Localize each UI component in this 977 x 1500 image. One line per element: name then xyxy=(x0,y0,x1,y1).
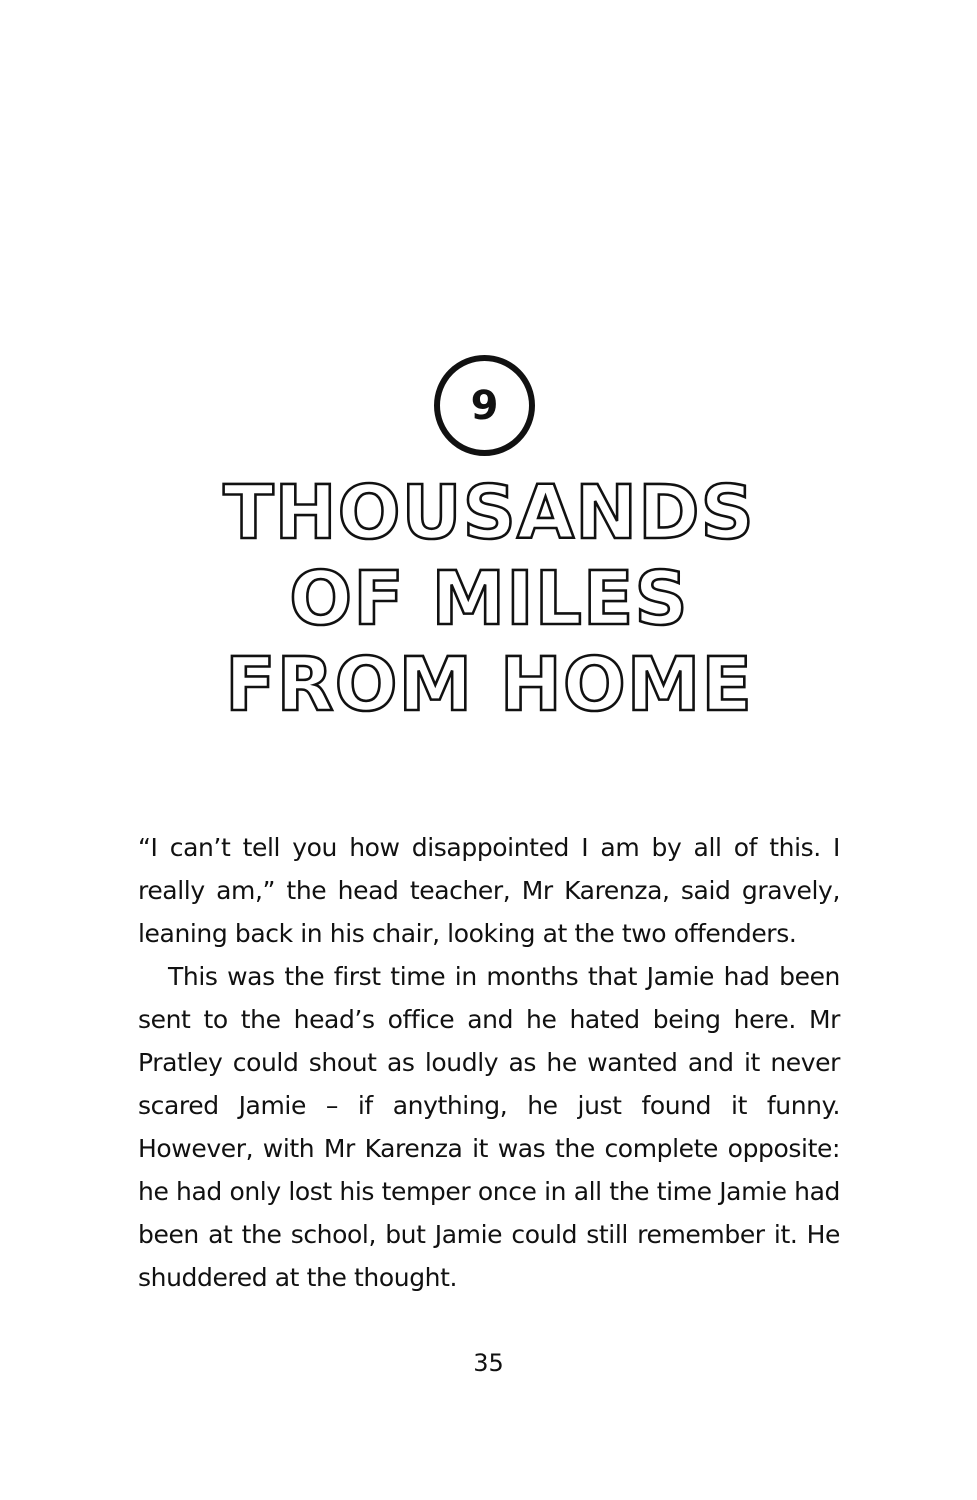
paragraph: “I can’t tell you how disappointed I am by all of this. I really am,” the head teacher, Mr Karenza, said gravely, leaning back in his chair, looking at the two offenders. xyxy=(138,833,840,948)
chapter-title-line: OF MILES xyxy=(289,556,689,642)
chapter-body xyxy=(138,826,840,1299)
chapter-number: 9 xyxy=(470,382,499,429)
page-number: 35 xyxy=(473,1349,504,1377)
paragraph: This was the first time in months that Jamie had been sent to the head’s office and he hated being here. Mr Pratley could shout as loudly as he wanted and it never scared Jamie – if anything, he just found it funny. However, with Mr Karenza it was the complete opposite: he had only lost his temper once in all the time Jamie had been at the school, but Jamie could still remember it. He shuddered at the thought. xyxy=(138,962,840,1292)
chapter-number-badge xyxy=(434,355,535,456)
chapter-title-line: THOUSANDS xyxy=(223,470,755,556)
chapter-title-line: FROM HOME xyxy=(225,642,753,728)
chapter-title xyxy=(138,470,840,728)
